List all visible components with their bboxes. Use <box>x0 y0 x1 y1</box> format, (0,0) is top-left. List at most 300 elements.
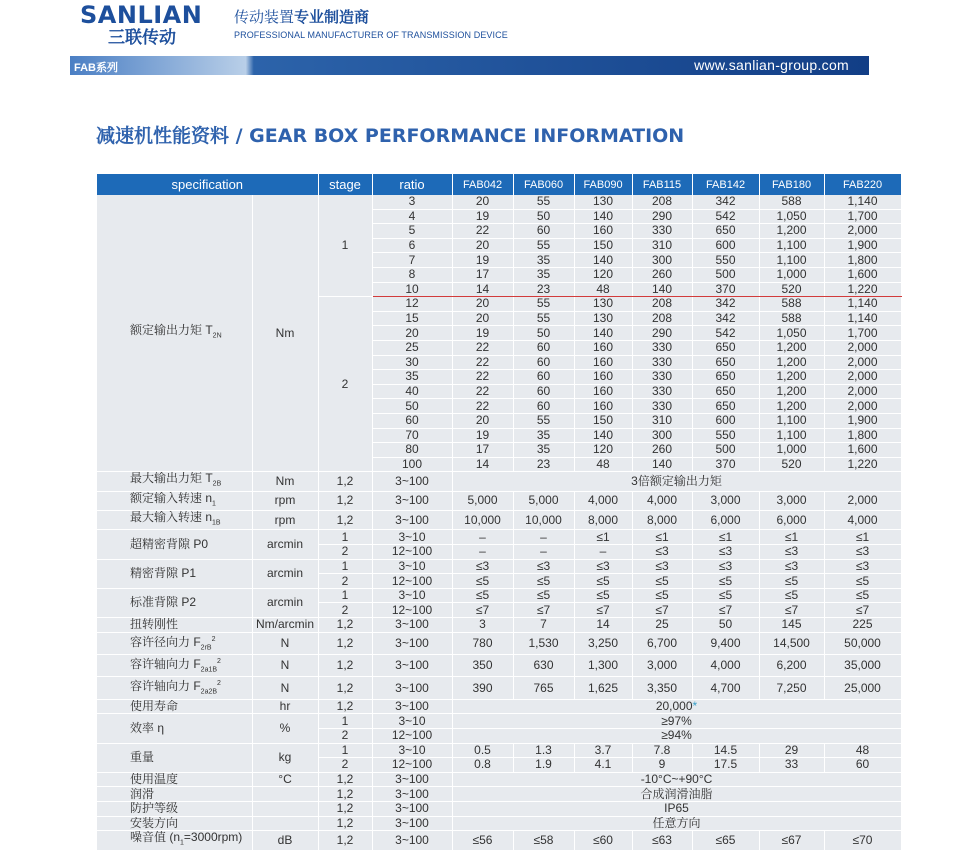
spec-label <box>97 714 252 743</box>
value-cell: 60 <box>513 399 574 414</box>
value-cell: 14 <box>574 618 632 633</box>
spec-unit: °C <box>252 772 318 787</box>
value-cell: 8,000 <box>632 511 692 530</box>
spec-label-text: 容许径向力 F <box>130 634 201 649</box>
value-cell: 1,600 <box>824 443 901 458</box>
ratio-cell: 3~100 <box>372 677 452 699</box>
stage-cell: 1 <box>318 743 372 758</box>
value-cell: 140 <box>632 282 692 297</box>
spec-label-subscript: 1 <box>212 500 216 508</box>
spec-unit: Nm <box>252 472 318 491</box>
stage-cell: 2 <box>318 297 372 472</box>
ratio-cell: 40 <box>372 384 452 399</box>
value-cell: 1,220 <box>824 457 901 472</box>
value-cell: 60 <box>513 224 574 239</box>
table-row <box>97 677 901 699</box>
value-cell: 550 <box>692 253 759 268</box>
header-model: FAB142 <box>692 174 759 195</box>
spec-unit: arcmin <box>252 559 318 588</box>
value-cell: 160 <box>574 355 632 370</box>
value-cell: 765 <box>513 677 574 699</box>
table-row <box>97 491 901 510</box>
value-cell: 500 <box>692 443 759 458</box>
spec-unit: hr <box>252 699 318 714</box>
header-specification: specification <box>97 174 318 195</box>
value-cell: 160 <box>574 399 632 414</box>
spec-label <box>97 632 252 654</box>
merged-value-cell <box>452 801 901 816</box>
value-cell: 208 <box>632 195 692 209</box>
stage-cell: 2 <box>318 545 372 560</box>
header-row <box>97 174 901 195</box>
ratio-cell: 3~10 <box>372 714 452 729</box>
value-cell: 1,530 <box>513 632 574 654</box>
spec-label <box>97 530 252 559</box>
value-cell: 2,000 <box>824 491 901 510</box>
value-cell: 14 <box>452 457 513 472</box>
value-cell: 588 <box>759 195 824 209</box>
spec-label <box>97 559 252 588</box>
spec-label-text: 标准背隙 P2 <box>130 595 197 610</box>
value-cell: 22 <box>452 355 513 370</box>
value-cell: ≤56 <box>452 831 513 850</box>
value-cell: 4,000 <box>632 491 692 510</box>
merged-value-cell <box>452 816 901 831</box>
value-cell: 3,350 <box>632 677 692 699</box>
spec-label <box>97 618 252 633</box>
value-cell: 225 <box>824 618 901 633</box>
ratio-cell: 4 <box>372 209 452 224</box>
slogan-cn-part-a: 传动装置 <box>234 8 295 26</box>
value-cell: 1,200 <box>759 355 824 370</box>
merged-value-text: 合成润滑油脂 <box>640 786 713 801</box>
merged-value-cell: ≥94% <box>452 728 901 743</box>
table-body <box>97 195 901 850</box>
value-cell: 330 <box>632 224 692 239</box>
value-cell: ≤5 <box>632 588 692 603</box>
value-cell: 14 <box>452 282 513 297</box>
value-cell: 330 <box>632 384 692 399</box>
table-row <box>97 743 901 758</box>
value-cell: ≤5 <box>824 588 901 603</box>
value-cell: 1,000 <box>759 443 824 458</box>
value-cell: 1,700 <box>824 326 901 341</box>
value-cell: – <box>452 530 513 545</box>
value-cell: – <box>574 545 632 560</box>
value-cell: 150 <box>574 238 632 253</box>
value-cell: ≤3 <box>632 559 692 574</box>
ratio-cell: 20 <box>372 326 452 341</box>
value-cell: 55 <box>513 238 574 253</box>
value-cell: ≤5 <box>452 574 513 589</box>
stage-cell: 1 <box>318 714 372 729</box>
value-cell: 780 <box>452 632 513 654</box>
value-cell: 650 <box>692 355 759 370</box>
value-cell: 1,700 <box>824 209 901 224</box>
spec-label-text: 额定输入转速 n <box>130 491 213 505</box>
value-cell: 130 <box>574 311 632 326</box>
website-link[interactable]: www.sanlian-group.com <box>694 57 849 73</box>
value-cell: 1,800 <box>824 428 901 443</box>
header-ratio: ratio <box>372 174 452 195</box>
value-cell: 1,800 <box>824 253 901 268</box>
value-cell: ≤3 <box>632 545 692 560</box>
value-cell: ≤5 <box>452 588 513 603</box>
spec-unit: arcmin <box>252 588 318 617</box>
merged-value-text: IP65 <box>664 801 689 816</box>
value-cell: 14.5 <box>692 743 759 758</box>
value-cell: 17 <box>452 267 513 282</box>
table-row <box>97 530 901 545</box>
ratio-cell: 3~100 <box>372 772 452 787</box>
value-cell: 3 <box>452 618 513 633</box>
table-row <box>97 559 901 574</box>
spec-label-subscript: 2B <box>212 480 222 488</box>
value-cell: 130 <box>574 297 632 312</box>
value-cell: 542 <box>692 326 759 341</box>
spec-label-subscript: 1 <box>180 839 184 847</box>
value-cell: ≤7 <box>824 603 901 618</box>
value-cell: 160 <box>574 370 632 385</box>
value-cell: 25,000 <box>824 677 901 699</box>
spec-label-text: 重量 <box>130 750 155 765</box>
value-cell: 6,200 <box>759 655 824 677</box>
value-cell: 3.7 <box>574 743 632 758</box>
value-cell: 55 <box>513 195 574 209</box>
value-cell: 140 <box>574 428 632 443</box>
value-cell: ≤3 <box>759 559 824 574</box>
ratio-cell: 3~100 <box>372 655 452 677</box>
spec-label <box>97 195 252 472</box>
value-cell: 550 <box>692 428 759 443</box>
table-row <box>97 801 901 816</box>
stage-cell: 1 <box>318 530 372 545</box>
table-row <box>97 195 901 209</box>
value-cell: 35 <box>513 428 574 443</box>
stage-cell: 1,2 <box>318 699 372 714</box>
value-cell: ≤3 <box>692 545 759 560</box>
value-cell: – <box>452 545 513 560</box>
value-cell: 23 <box>513 282 574 297</box>
ratio-cell: 3~100 <box>372 511 452 530</box>
spec-label-text: 噪音值 (n <box>130 830 181 845</box>
ratio-cell: 3~100 <box>372 801 452 816</box>
stage-cell: 1,2 <box>318 655 372 677</box>
value-cell: 650 <box>692 224 759 239</box>
stage-cell: 1,2 <box>318 816 372 831</box>
ratio-cell: 12~100 <box>372 728 452 743</box>
value-cell: 5,000 <box>452 491 513 510</box>
value-cell: 35 <box>513 443 574 458</box>
stage-cell: 1,2 <box>318 632 372 654</box>
value-cell: ≤7 <box>692 603 759 618</box>
value-cell: 290 <box>632 209 692 224</box>
value-cell: 542 <box>692 209 759 224</box>
value-cell: 20 <box>452 413 513 428</box>
value-cell: ≤5 <box>692 574 759 589</box>
spec-label-superscript: 2 <box>217 658 221 665</box>
value-cell: 260 <box>632 443 692 458</box>
value-cell: 160 <box>574 384 632 399</box>
spec-label-text: 扭转刚性 <box>130 617 179 632</box>
ratio-cell: 80 <box>372 443 452 458</box>
ratio-cell: 100 <box>372 457 452 472</box>
value-cell: 1,220 <box>824 282 901 297</box>
value-cell: 208 <box>632 297 692 312</box>
value-cell: 520 <box>759 457 824 472</box>
value-cell: 120 <box>574 443 632 458</box>
value-cell: ≤7 <box>452 603 513 618</box>
value-cell: 150 <box>574 413 632 428</box>
value-cell: ≤70 <box>824 831 901 850</box>
spec-label-text: 容许轴向力 F <box>130 657 201 671</box>
value-cell: ≤3 <box>574 559 632 574</box>
stage-cell: 2 <box>318 603 372 618</box>
spec-unit <box>252 787 318 802</box>
value-cell: ≤3 <box>824 545 901 560</box>
value-cell: 60 <box>513 384 574 399</box>
spec-label-subscript: 1B <box>212 519 221 527</box>
value-cell: 1,140 <box>824 311 901 326</box>
value-cell: 330 <box>632 399 692 414</box>
value-cell: 140 <box>574 209 632 224</box>
ratio-cell: 25 <box>372 340 452 355</box>
table-row <box>97 655 901 677</box>
value-cell: ≤1 <box>632 530 692 545</box>
ratio-cell: 70 <box>372 428 452 443</box>
value-cell: 10,000 <box>513 511 574 530</box>
merged-value-text: -10°C~+90°C <box>640 772 713 787</box>
value-cell: 3,000 <box>632 655 692 677</box>
value-cell: 6,700 <box>632 632 692 654</box>
spec-unit: rpm <box>252 511 318 530</box>
value-cell: 50 <box>513 209 574 224</box>
spec-label-subscript: 2a2B <box>200 688 218 696</box>
value-cell: 22 <box>452 224 513 239</box>
ratio-cell: 3~100 <box>372 816 452 831</box>
value-cell: 20 <box>452 297 513 312</box>
stage-cell: 1 <box>318 559 372 574</box>
value-cell: 390 <box>452 677 513 699</box>
value-cell: 650 <box>692 399 759 414</box>
value-cell: 1,050 <box>759 326 824 341</box>
header-model: FAB115 <box>632 174 692 195</box>
value-cell: ≤7 <box>759 603 824 618</box>
spec-label-text: 防护等级 <box>130 801 179 816</box>
value-cell: 2,000 <box>824 224 901 239</box>
ratio-cell: 6 <box>372 238 452 253</box>
brand-logo <box>80 2 202 48</box>
value-cell: 1,900 <box>824 413 901 428</box>
value-cell: 1,200 <box>759 224 824 239</box>
stage-cell: 1,2 <box>318 772 372 787</box>
value-cell: 55 <box>513 311 574 326</box>
ratio-cell: 12~100 <box>372 574 452 589</box>
value-cell: 3,000 <box>759 491 824 510</box>
value-cell: 7 <box>513 618 574 633</box>
table-row <box>97 699 901 714</box>
value-cell: 3,000 <box>692 491 759 510</box>
value-cell: ≤65 <box>692 831 759 850</box>
value-cell: 7,250 <box>759 677 824 699</box>
ratio-cell: 3~10 <box>372 743 452 758</box>
value-cell: 35 <box>513 253 574 268</box>
spec-label <box>97 772 252 787</box>
spec-unit: arcmin <box>252 530 318 559</box>
stage-cell: 1,2 <box>318 618 372 633</box>
stage-cell: 1,2 <box>318 831 372 850</box>
value-cell: 48 <box>824 743 901 758</box>
value-cell: 2,000 <box>824 384 901 399</box>
value-cell: ≤5 <box>824 574 901 589</box>
value-cell: 2,000 <box>824 355 901 370</box>
value-cell: 130 <box>574 195 632 209</box>
spec-label <box>97 588 252 617</box>
value-cell: 588 <box>759 297 824 312</box>
header-model: FAB042 <box>452 174 513 195</box>
value-cell: 2,000 <box>824 399 901 414</box>
ratio-cell: 5 <box>372 224 452 239</box>
value-cell: ≤5 <box>513 574 574 589</box>
spec-unit: Nm <box>252 195 318 472</box>
value-cell: 7.8 <box>632 743 692 758</box>
value-cell: 4,700 <box>692 677 759 699</box>
spec-label-text: 使用温度 <box>130 772 179 787</box>
stage-cell: 1,2 <box>318 511 372 530</box>
spec-unit <box>252 816 318 831</box>
table-header <box>97 174 901 195</box>
value-cell: 4,000 <box>692 655 759 677</box>
value-cell: 22 <box>452 384 513 399</box>
series-label: FAB系列 <box>74 62 118 74</box>
header-model: FAB090 <box>574 174 632 195</box>
value-cell: 342 <box>692 311 759 326</box>
value-cell: 20 <box>452 195 513 209</box>
value-cell: 4.1 <box>574 758 632 773</box>
value-cell: 370 <box>692 457 759 472</box>
value-cell: 330 <box>632 355 692 370</box>
value-cell: ≤5 <box>574 588 632 603</box>
table-row <box>97 472 901 491</box>
spec-label-subscript: 2a1B <box>200 666 218 674</box>
value-cell: 342 <box>692 297 759 312</box>
value-cell: 50,000 <box>824 632 901 654</box>
performance-table <box>97 174 902 851</box>
value-cell: 1,100 <box>759 428 824 443</box>
value-cell: 650 <box>692 370 759 385</box>
value-cell: ≤5 <box>574 574 632 589</box>
spec-label-text: 润滑 <box>130 786 155 801</box>
value-cell: 290 <box>632 326 692 341</box>
ratio-cell: 12~100 <box>372 758 452 773</box>
value-cell: ≤63 <box>632 831 692 850</box>
value-cell: 630 <box>513 655 574 677</box>
value-cell: 300 <box>632 428 692 443</box>
value-cell: 48 <box>574 457 632 472</box>
value-cell: 520 <box>759 282 824 297</box>
value-cell: 140 <box>574 326 632 341</box>
value-cell: 6,000 <box>692 511 759 530</box>
merged-value-text: 3倍额定输出力矩 <box>631 473 722 488</box>
value-cell: 500 <box>692 267 759 282</box>
stage-cell: 2 <box>318 574 372 589</box>
value-cell: 20 <box>452 238 513 253</box>
value-cell: 22 <box>452 370 513 385</box>
value-cell: 29 <box>759 743 824 758</box>
spec-label <box>97 801 252 816</box>
ratio-cell: 10 <box>372 282 452 297</box>
spec-label-tail: =3000rpm) <box>183 830 243 845</box>
value-cell: 208 <box>632 311 692 326</box>
table-row <box>97 787 901 802</box>
value-cell: 17.5 <box>692 758 759 773</box>
value-cell: 1,140 <box>824 195 901 209</box>
value-cell: 1,625 <box>574 677 632 699</box>
value-cell: 1,100 <box>759 253 824 268</box>
value-cell: 260 <box>632 267 692 282</box>
value-cell: 310 <box>632 413 692 428</box>
value-cell: 19 <box>452 428 513 443</box>
value-cell: 10,000 <box>452 511 513 530</box>
value-cell: 1,000 <box>759 267 824 282</box>
spec-label <box>97 699 252 714</box>
ratio-cell: 3~100 <box>372 632 452 654</box>
value-cell: 2,000 <box>824 340 901 355</box>
value-cell: 60 <box>513 355 574 370</box>
stage-cell: 1,2 <box>318 472 372 491</box>
stage-cell: 1,2 <box>318 787 372 802</box>
spec-label <box>97 816 252 831</box>
value-cell: ≤3 <box>513 559 574 574</box>
slogan <box>234 8 508 40</box>
value-cell: ≤3 <box>452 559 513 574</box>
value-cell: 1,140 <box>824 297 901 312</box>
spec-label-text: 最大输出力矩 T <box>130 471 213 486</box>
ratio-cell: 3~10 <box>372 588 452 603</box>
value-cell: 60 <box>824 758 901 773</box>
merged-value-text: 任意方向 <box>652 816 701 830</box>
value-cell: 140 <box>632 457 692 472</box>
value-cell: ≤3 <box>759 545 824 560</box>
value-cell: 600 <box>692 238 759 253</box>
merged-value-cell <box>452 699 901 714</box>
value-cell: 342 <box>692 195 759 209</box>
value-cell: 4,000 <box>574 491 632 510</box>
value-cell: 0.5 <box>452 743 513 758</box>
value-cell: 48 <box>574 282 632 297</box>
value-cell: 22 <box>452 340 513 355</box>
value-cell: 1,100 <box>759 413 824 428</box>
table-row <box>97 511 901 530</box>
spec-unit: kg <box>252 743 318 772</box>
value-cell: ≤7 <box>574 603 632 618</box>
value-cell: ≤5 <box>759 574 824 589</box>
spec-label-text: 使用寿命 <box>130 699 179 714</box>
value-cell: ≤7 <box>513 603 574 618</box>
value-cell: 1.9 <box>513 758 574 773</box>
table-row <box>97 632 901 654</box>
stage-cell: 1,2 <box>318 801 372 816</box>
value-cell: 145 <box>759 618 824 633</box>
spec-label <box>97 491 252 510</box>
value-cell: 1,200 <box>759 340 824 355</box>
value-cell: 1,900 <box>824 238 901 253</box>
ratio-cell: 3~100 <box>372 491 452 510</box>
value-cell: 8,000 <box>574 511 632 530</box>
spec-unit: rpm <box>252 491 318 510</box>
table-row <box>97 772 901 787</box>
value-cell: 1,200 <box>759 399 824 414</box>
